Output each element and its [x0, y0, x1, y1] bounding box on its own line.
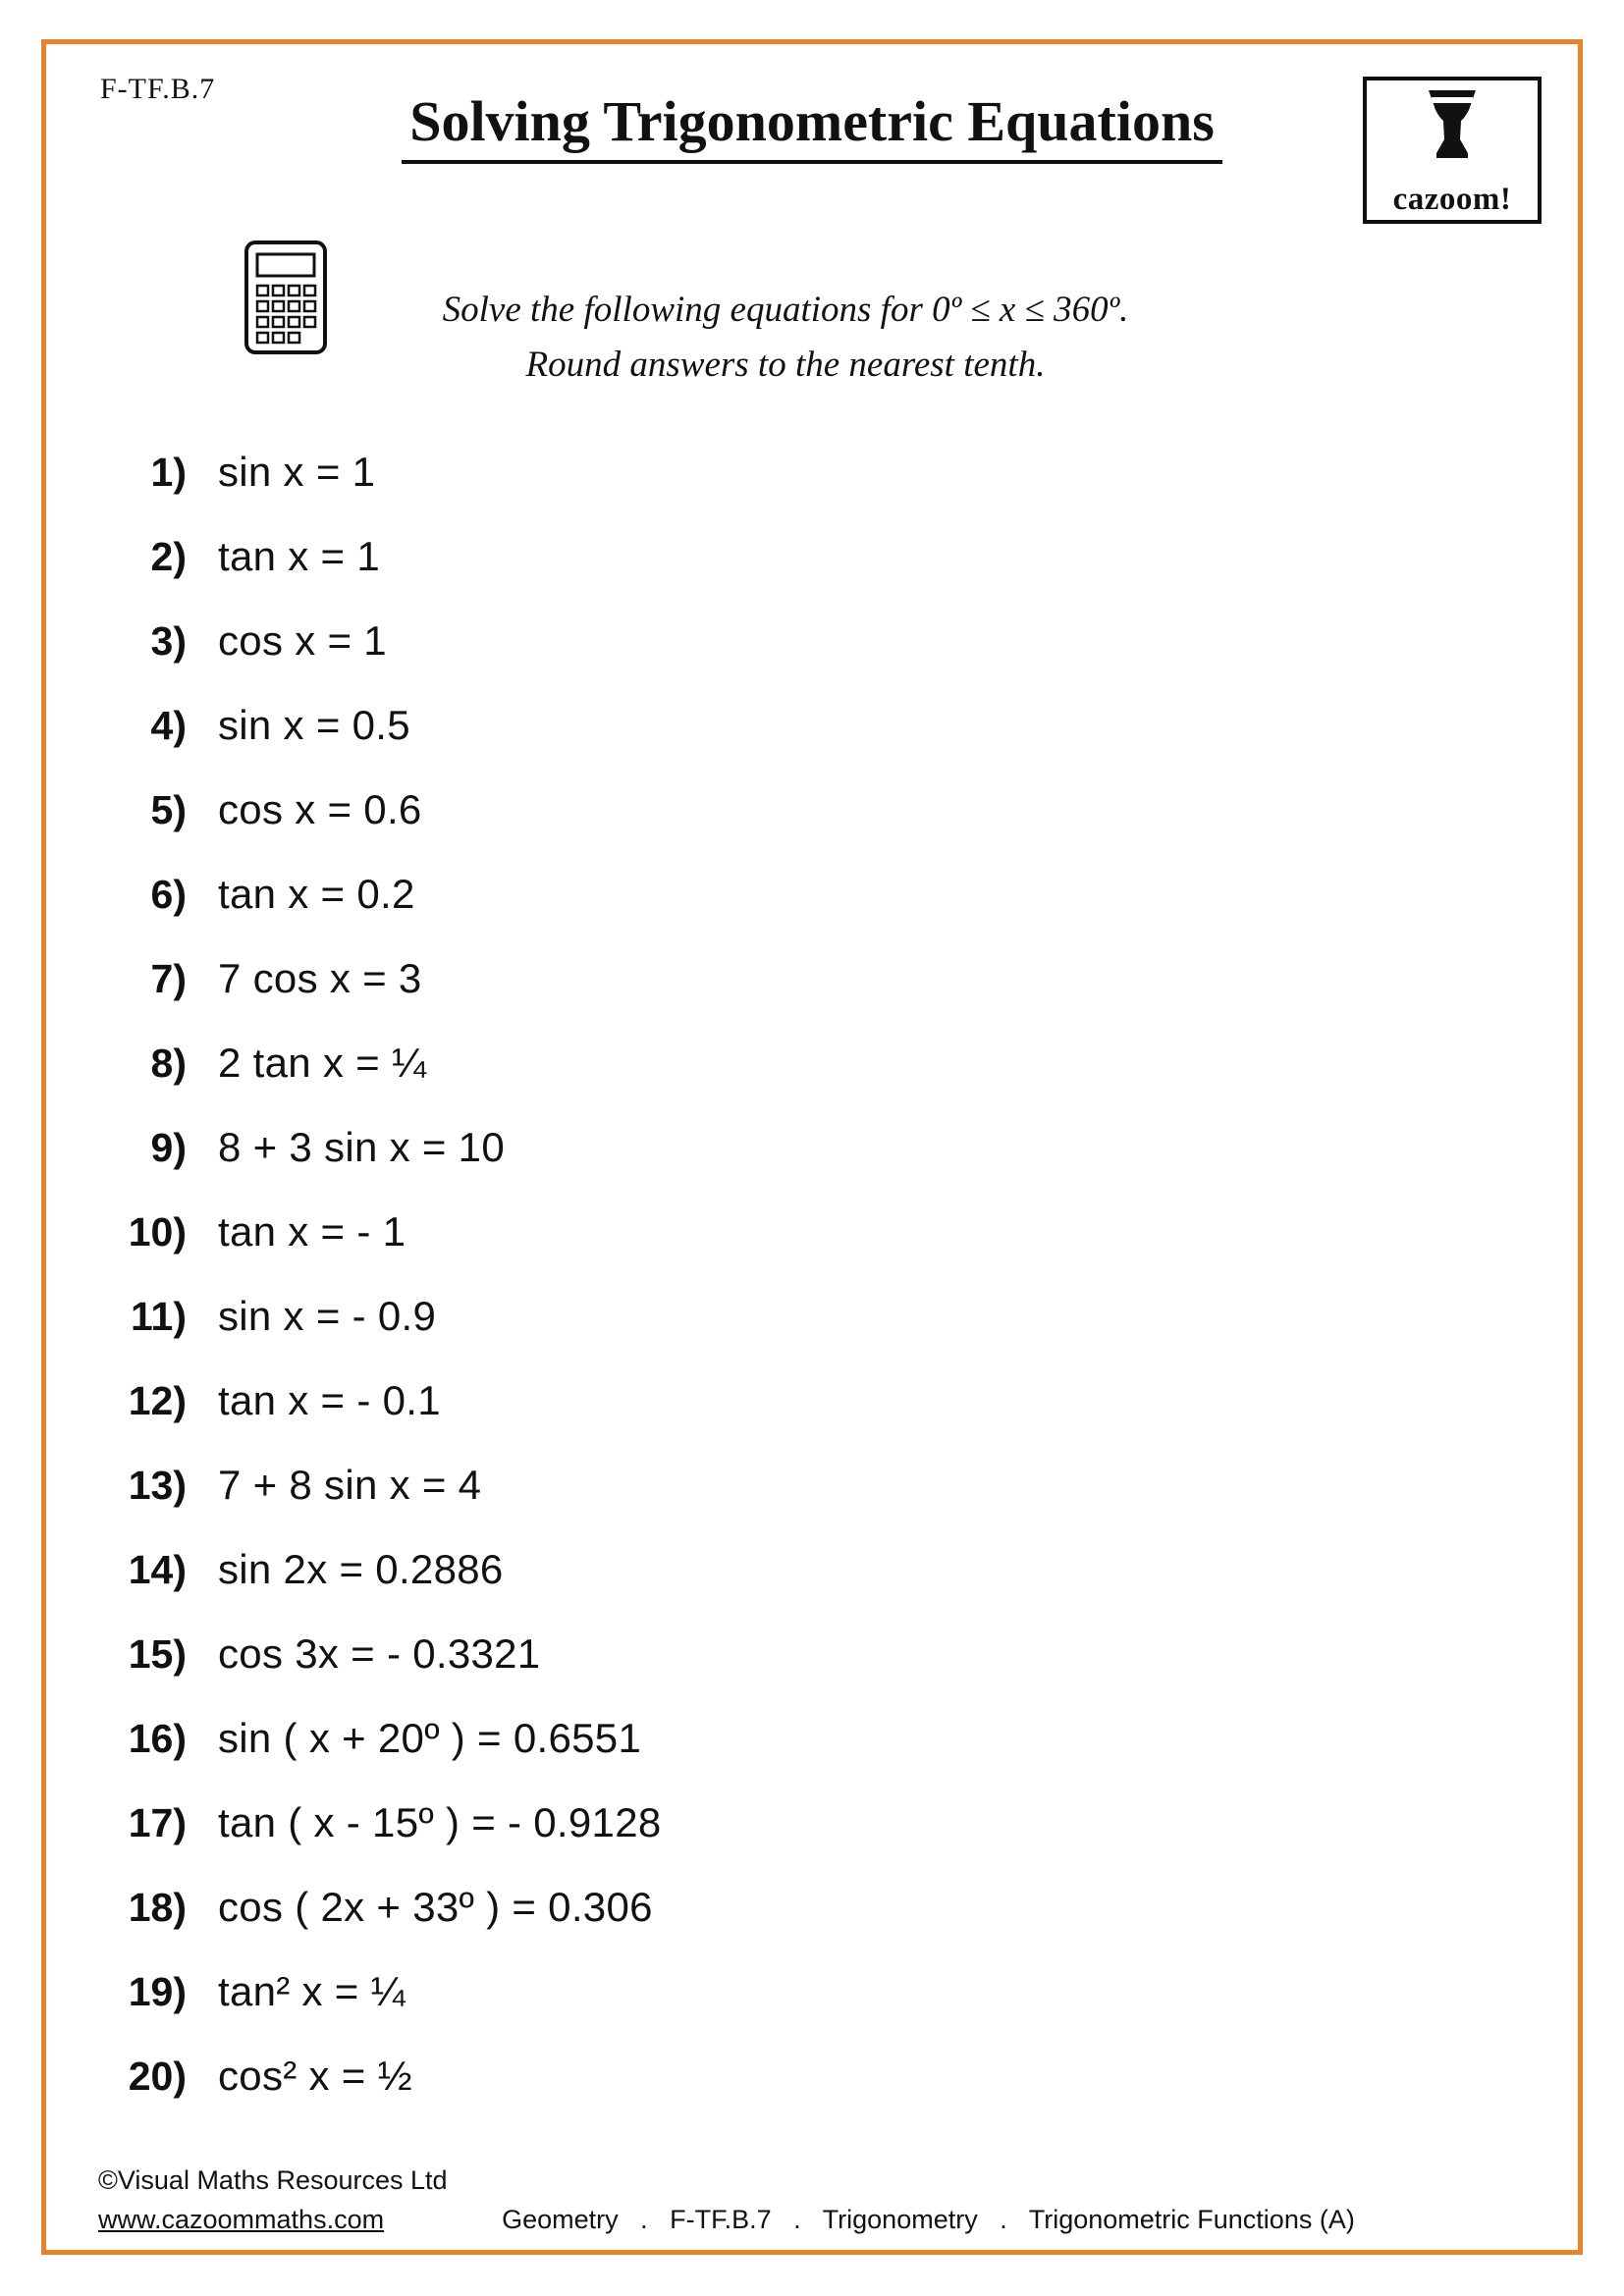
- problem-row: [98, 599, 1536, 683]
- problem-equation: 8 + 3 sin x = 10: [218, 1124, 505, 1170]
- problem-number: 1): [150, 449, 187, 495]
- drum-icon: [1425, 88, 1480, 166]
- problem-equation: cos x = 0.6: [218, 786, 422, 832]
- problem-number: 10): [128, 1208, 187, 1255]
- problem-number: 19): [128, 1968, 187, 2014]
- instructions-line-1: Solve the following equations for 0º ≤ x ≤ 360º.: [442, 290, 1129, 330]
- problem-number: 18): [128, 1884, 187, 1930]
- problem-row: [98, 1190, 1536, 1274]
- problem-list: [98, 430, 1536, 2118]
- problem-number: 7): [150, 955, 187, 1001]
- problem-row: [98, 1021, 1536, 1105]
- instructions-line-2: Round answers to the nearest tenth.: [525, 344, 1046, 385]
- breadcrumb: Geometry . F-TF.B.7 . Trigonometry . Trigonometric Functions (A): [502, 2205, 1355, 2234]
- problem-equation: sin 2x = 0.2886: [218, 1546, 504, 1592]
- problem-row: [98, 936, 1536, 1021]
- problem-equation: sin x = 0.5: [218, 702, 410, 748]
- problem-number: 4): [150, 702, 187, 748]
- website-link[interactable]: www.cazoommaths.com: [98, 2205, 385, 2234]
- standard-code: F-TF.B.7: [100, 73, 216, 105]
- problem-number: 15): [128, 1630, 187, 1677]
- footer: [98, 2165, 1531, 2235]
- problem-number: 16): [128, 1715, 187, 1761]
- problem-equation: 2 tan x = ¼: [218, 1040, 427, 1086]
- copyright-text: ©Visual Maths Resources Ltd: [98, 2165, 448, 2195]
- problem-row: [98, 430, 1536, 514]
- problem-row: [98, 1612, 1536, 1696]
- problem-equation: sin x = - 0.9: [218, 1293, 437, 1339]
- problem-number: 20): [128, 2053, 187, 2099]
- instructions: [295, 283, 1276, 392]
- problem-number: 2): [150, 533, 187, 579]
- problem-number: 12): [128, 1377, 187, 1423]
- problem-number: 5): [150, 786, 187, 832]
- problem-row: [98, 683, 1536, 768]
- problem-row: [98, 852, 1536, 936]
- problem-row: [98, 1781, 1536, 1865]
- problem-number: 9): [150, 1124, 187, 1170]
- logo-text: cazoom!: [1392, 182, 1512, 217]
- problem-number: 13): [128, 1462, 187, 1508]
- problem-equation: tan x = - 1: [218, 1208, 406, 1255]
- problem-row: [98, 1359, 1536, 1443]
- problem-row: [98, 1527, 1536, 1612]
- problem-equation: cos ( 2x + 33º ) = 0.306: [218, 1884, 653, 1930]
- page-title: Solving Trigonometric Equations: [402, 88, 1222, 164]
- problem-equation: tan ( x - 15º ) = - 0.9128: [218, 1799, 662, 1845]
- problem-equation: cos x = 1: [218, 617, 387, 664]
- problem-row: [98, 768, 1536, 852]
- problem-equation: sin x = 1: [218, 449, 376, 495]
- problem-equation: tan x = 0.2: [218, 871, 415, 917]
- problem-equation: cos 3x = - 0.3321: [218, 1630, 541, 1677]
- problem-row: [98, 514, 1536, 599]
- problem-row: [98, 1865, 1536, 1949]
- problem-equation: 7 cos x = 3: [218, 955, 422, 1001]
- problem-row: [98, 1443, 1536, 1527]
- problem-row: [98, 2034, 1536, 2118]
- problem-number: 6): [150, 871, 187, 917]
- problem-number: 14): [128, 1546, 187, 1592]
- problem-number: 11): [131, 1293, 187, 1339]
- problem-equation: tan x = - 0.1: [218, 1377, 441, 1423]
- problem-number: 3): [150, 617, 187, 664]
- problem-equation: 7 + 8 sin x = 4: [218, 1462, 482, 1508]
- problem-number: 8): [150, 1040, 187, 1086]
- problem-equation: tan x = 1: [218, 533, 380, 579]
- problem-row: [98, 1949, 1536, 2034]
- problem-row: [98, 1274, 1536, 1359]
- problem-row: [98, 1105, 1536, 1190]
- problem-row: [98, 1696, 1536, 1781]
- problem-equation: cos² x = ½: [218, 2053, 412, 2099]
- problem-equation: tan² x = ¼: [218, 1968, 406, 2014]
- problem-number: 17): [128, 1799, 187, 1845]
- cazoom-logo: [1363, 77, 1542, 224]
- problem-equation: sin ( x + 20º ) = 0.6551: [218, 1715, 642, 1761]
